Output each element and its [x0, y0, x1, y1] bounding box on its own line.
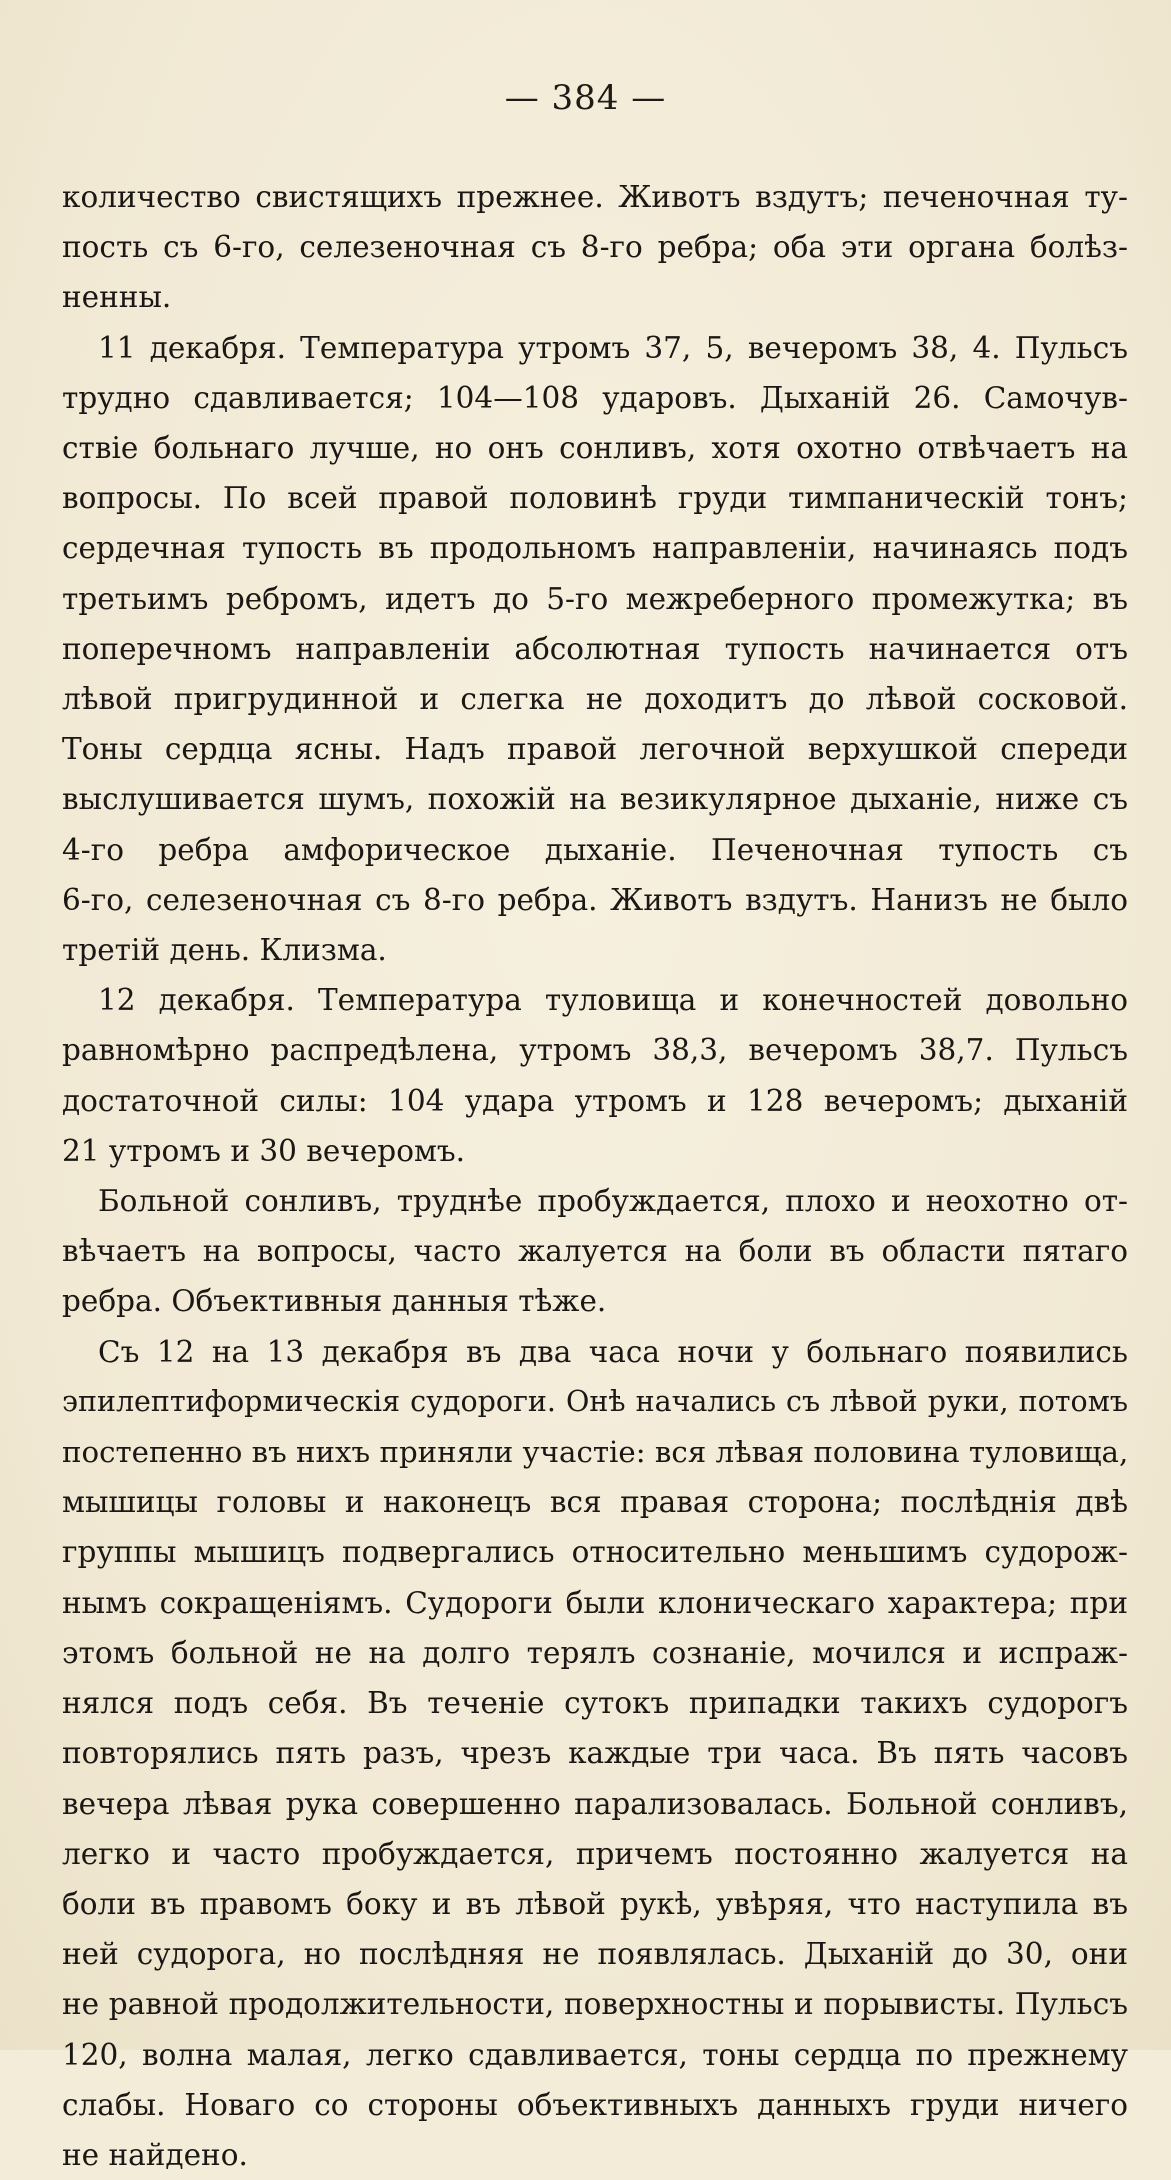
paragraph-1: [62, 172, 1128, 323]
text-line: 6-го, селезеночная съ 8-го ребра. Животъ вздутъ. Нанизъ не было: [62, 882, 1128, 917]
text-line: нялся подъ себя. Въ теченіе сутокъ припадки такихъ судорогъ: [62, 1686, 1128, 1721]
text-line: ненны.: [62, 280, 172, 315]
text-line: вопросы. По всей правой половинѣ груди тимпаническій тонъ;: [62, 481, 1128, 516]
text-line: третьимъ ребромъ, идетъ до 5-го межреберного промежутка; въ: [62, 581, 1128, 616]
text-line: лѣвой пригрудинной и слегка не доходитъ до лѣвой сосковой.: [62, 682, 1128, 717]
text-line: нымъ сокращеніямъ. Судороги были клоническаго характера; при: [62, 1585, 1128, 1620]
text-line: боли въ правомъ боку и въ лѣвой рукѣ, увѣряя, что наступила въ: [62, 1886, 1128, 1921]
text-line: 120, волна малая, легко сдавливается, тоны сердца по прежнему: [62, 2037, 1128, 2072]
text-line: не найдено.: [62, 2137, 248, 2172]
text-line: третій день. Клизма.: [62, 933, 387, 968]
text-line: не равной продолжительности, поверхностны и порывисты. Пульсъ: [62, 1987, 1128, 2022]
text-line: ребра. Объективныя данныя тѣже.: [62, 1284, 607, 1319]
text-line: поперечномъ направленіи абсолютная тупость начинается отъ: [62, 631, 1128, 666]
text-line: трудно сдавливается; 104—108 ударовъ. Дыханій 26. Самочув-: [62, 380, 1128, 415]
text-line: легко и часто пробуждается, причемъ постоянно жалуется на: [62, 1836, 1128, 1871]
text-line: этомъ больной не на долго терялъ сознаніе, мочился и испраж-: [62, 1635, 1128, 1670]
text-line: постепенно въ нихъ приняли участіе: вся лѣвая половина туловища,: [62, 1435, 1128, 1470]
text-line: Тоны сердца ясны. Надъ правой легочной верхушкой спереди: [62, 732, 1128, 767]
text-line: ствіе больнаго лучше, но онъ сонливъ, хотя охотно отвѣчаетъ на: [62, 431, 1128, 466]
text-line: ней судорога, но послѣдняя не появлялась. Дыханій до 30, они: [62, 1937, 1128, 1972]
text-line: вѣчаетъ на вопросы, часто жалуется на боли въ области пятаго: [62, 1234, 1128, 1269]
text-line: слабы. Новаго со стороны объективныхъ данныхъ груди ничего: [62, 2087, 1128, 2122]
text-line: достаточной силы: 104 удара утромъ и 128 вечеромъ; дыханій: [62, 1083, 1128, 1118]
body-text: [62, 172, 1128, 2180]
text-line: эпилептиформическія судороги. Онѣ начались съ лѣвой руки, потомъ: [62, 1384, 1128, 1418]
text-line: 11 декабря. Температура утромъ 37, 5, вечеромъ 38, 4. Пульсъ: [98, 330, 1128, 365]
text-line: мышицы головы и наконецъ вся правая сторона; послѣднія двѣ: [62, 1485, 1128, 1520]
text-line: группы мышицъ подвергались относительно меньшимъ судорож-: [62, 1535, 1128, 1570]
text-line: 21 утромъ и 30 вечеромъ.: [62, 1133, 466, 1168]
paragraph-5: [62, 1327, 1128, 2180]
text-line: повторялись пять разъ, чрезъ каждые три часа. Въ пять часовъ: [62, 1736, 1128, 1771]
text-line: вечера лѣвая рука совершенно парализовалась. Больной сонливъ,: [62, 1786, 1128, 1821]
paragraph-2: [62, 323, 1128, 976]
text-line: 12 декабря. Температура туловища и конечностей довольно: [98, 983, 1128, 1018]
paragraph-3: [62, 975, 1128, 1176]
text-line: равномѣрно распредѣлена, утромъ 38,3, вечеромъ 38,7. Пульсъ: [62, 1033, 1128, 1068]
text-line: Больной сонливъ, труднѣе пробуждается, плохо и неохотно от-: [98, 1184, 1128, 1219]
text-line: 4-го ребра амфорическое дыханіе. Печеночная тупость съ: [62, 832, 1128, 867]
paragraph-4: [62, 1176, 1128, 1327]
text-line: Съ 12 на 13 декабря въ два часа ночи у больнаго появились: [98, 1334, 1128, 1369]
text-line: количество свистящихъ прежнее. Животъ вздутъ; печеночная ту-: [62, 180, 1128, 214]
text-line: выслушивается шумъ, похожій на везикулярное дыханіе, ниже съ: [62, 782, 1128, 817]
page-number: — 384 —: [504, 78, 667, 118]
text-line: пость съ 6-го, селезеночная съ 8-го ребра; оба эти органа болѣз-: [62, 230, 1128, 265]
text-line: сердечная тупость въ продольномъ направленіи, начинаясь подъ: [62, 531, 1128, 566]
